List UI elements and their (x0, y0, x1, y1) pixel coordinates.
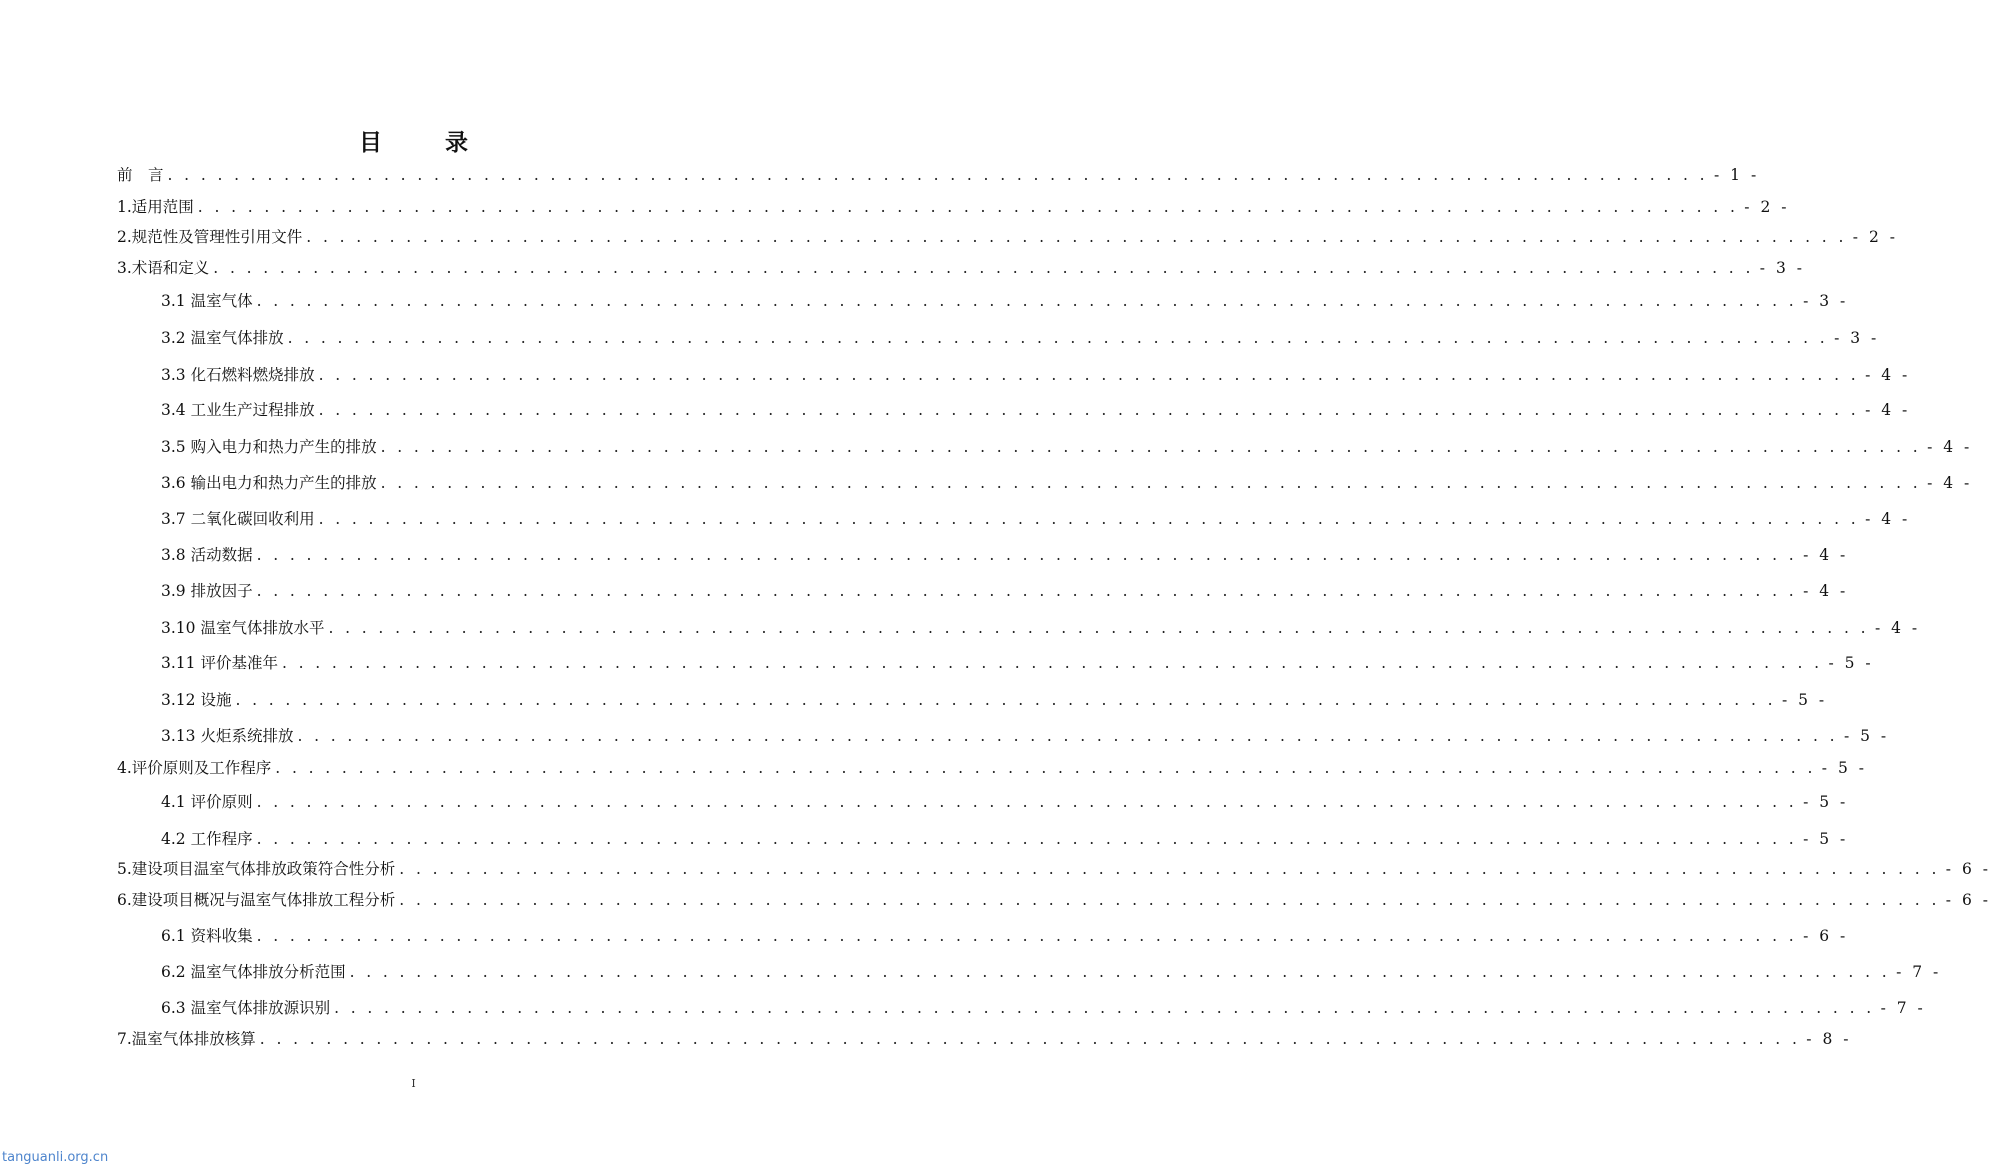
page-title: 目 录 (359, 129, 488, 156)
watermark: tanguanli.org.cn (2, 1150, 109, 1165)
toc-entry[interactable] (161, 652, 1874, 674)
toc-leader-dots: . . . . . . . . . . . . . . . . . . . . . . . . . . . . . . . . . . . . . . . . . . . . . . . . . . . . . . . . . . . . . . . . . . . . . . . . . . . . . . . . . . . . . . . . . . . . . (318, 510, 1860, 528)
toc-entry[interactable] (161, 791, 1849, 813)
toc-entry-label: 3.术语和定义 (117, 259, 210, 277)
toc-entry-page-number: - 5 - (1843, 727, 1890, 745)
toc-entry-label: 3.9 排放因子 (161, 582, 253, 600)
toc-leader-dots: . . . . . . . . . . . . . . . . . . . . . . . . . . . . . . . . . . . . . . . . . . . . . . . . . . . . . . . . . . . . . . . . . . . . . . . . . . . . . . . . . . . . . . . . . . . . . (259, 1030, 1801, 1048)
toc-entry[interactable] (117, 858, 1991, 880)
toc-leader-dots: . . . . . . . . . . . . . . . . . . . . . . . . . . . . . . . . . . . . . . . . . . . . . . . . . . . . . . . . . . . . . . . . . . . . . . . . . . . . . . . . . . . . . . . . . . . . . (328, 619, 1869, 637)
toc-leader-dots: . . . . . . . . . . . . . . . . . . . . . . . . . . . . . . . . . . . . . . . . . . . . . . . . . . . . . . . . . . . . . . . . . . . . . . . . . . . . . . . . . . . . . . . . . . . . . (197, 198, 1739, 216)
toc-entry-page-number: - 5 - (1821, 759, 1867, 777)
toc-entry-page-number: - 3 - (1803, 292, 1849, 310)
toc-entry[interactable] (161, 436, 1973, 458)
toc-leader-dots: . . . . . . . . . . . . . . . . . . . . . . . . . . . . . . . . . . . . . . . . . . . . . . . . . . . . . . . . . . . . . . . . . . . . . . . . . . . . . . . . . . . . . . . . . . . . . (318, 366, 1860, 384)
toc-leader-dots: . . . . . . . . . . . . . . . . . . . . . . . . . . . . . . . . . . . . . . . . . . . . . . . . . . . . . . . . . . . . . . . . . . . . . . . . . . . . . . . . . . . . . . . . . . . . . (256, 793, 1798, 811)
toc-entry-label: 4.1 评价原则 (161, 793, 253, 811)
toc-leader-dots: . . . . . . . . . . . . . . . . . . . . . . . . . . . . . . . . . . . . . . . . . . . . . . . . . . . . . . . . . . . . . . . . . . . . . . . . . . . . . . . . . . . . . . . . . . . . . (256, 292, 1798, 310)
toc-leader-dots: . . . . . . . . . . . . . . . . . . . . . . . . . . . . . . . . . . . . . . . . . . . . . . . . . . . . . . . . . . . . . . . . . . . . . . . . . . . . . . . . . . . . . . . . . . . . . (167, 166, 1709, 184)
toc-entry-page-number: - 4 - (1865, 366, 1911, 384)
toc-entry-page-number: - 2 - (1744, 198, 1790, 216)
toc-entry-label: 3.13 火炬系统排放 (161, 727, 294, 745)
toc-entry-page-number: - 6 - (1945, 891, 1991, 909)
toc-entry-label: 4.评价原则及工作程序 (117, 759, 272, 777)
toc-leader-dots: . . . . . . . . . . . . . . . . . . . . . . . . . . . . . . . . . . . . . . . . . . . . . . . . . . . . . . . . . . . . . . . . . . . . . . . . . . . . . . . . . . . . . . . . . . . . . (334, 999, 1875, 1017)
toc-entry[interactable] (161, 997, 1926, 1019)
toc-leader-dots: . . . . . . . . . . . . . . . . . . . . . . . . . . . . . . . . . . . . . . . . . . . . . . . . . . . . . . . . . . . . . . . . . . . . . . . . . . . . . . . . . . . . . . . . . . . . . (256, 927, 1798, 945)
toc-entry-label: 6.2 温室气体排放分析范围 (161, 963, 346, 981)
toc-leader-dots: . . . . . . . . . . . . . . . . . . . . . . . . . . . . . . . . . . . . . . . . . . . . . . . . . . . . . . . . . . . . . . . . . . . . . . . . . . . . . . . . . . . . . . . . . . . . . (306, 228, 1847, 246)
toc-entry-page-number: - 5 - (1803, 793, 1849, 811)
toc-entry-page-number: - 4 - (1874, 619, 1921, 637)
toc-entry-label: 前 言 (117, 166, 164, 184)
toc-entry-page-number: - 7 - (1880, 999, 1926, 1017)
toc-entry-page-number: - 7 - (1896, 963, 1942, 981)
toc-leader-dots: . . . . . . . . . . . . . . . . . . . . . . . . . . . . . . . . . . . . . . . . . . . . . . . . . . . . . . . . . . . . . . . . . . . . . . . . . . . . . . . . . . . . . . . . . . . . . (287, 329, 1829, 347)
toc-entry-page-number: - 8 - (1806, 1030, 1852, 1048)
toc-entry-page-number: - 4 - (1803, 546, 1849, 564)
toc-entry-page-number: - 4 - (1927, 438, 1973, 456)
toc-leader-dots: . . . . . . . . . . . . . . . . . . . . . . . . . . . . . . . . . . . . . . . . . . . . . . . . . . . . . . . . . . . . . . . . . . . . . . . . . . . . . . . . . . . . . . . . . . . . . (380, 438, 1922, 456)
toc-entry-label: 5.建设项目温室气体排放政策符合性分析 (117, 860, 396, 878)
toc-entry-page-number: - 2 - (1852, 228, 1898, 246)
toc-entry-label: 2.规范性及管理性引用文件 (117, 228, 303, 246)
toc-entry-label: 3.2 温室气体排放 (161, 329, 284, 347)
toc-entry-page-number: - 4 - (1865, 510, 1911, 528)
toc-entry[interactable] (161, 925, 1849, 947)
toc-entry-label: 1.适用范围 (117, 198, 194, 216)
toc-entry-label: 3.5 购入电力和热力产生的排放 (161, 438, 377, 456)
toc-leader-dots: . . . . . . . . . . . . . . . . . . . . . . . . . . . . . . . . . . . . . . . . . . . . . . . . . . . . . . . . . . . . . . . . . . . . . . . . . . . . . . . . . . . . . . . . . . . . . (399, 860, 1940, 878)
toc-entry-label: 3.11 评价基准年 (161, 654, 278, 672)
toc-leader-dots: . . . . . . . . . . . . . . . . . . . . . . . . . . . . . . . . . . . . . . . . . . . . . . . . . . . . . . . . . . . . . . . . . . . . . . . . . . . . . . . . . . . . . . . . . . . . . (256, 546, 1798, 564)
toc-entry-page-number: - 5 - (1781, 691, 1828, 709)
toc-entry-label: 6.1 资料收集 (161, 927, 253, 945)
toc-entry[interactable] (161, 327, 1880, 349)
toc-entry-page-number: - 4 - (1865, 401, 1911, 419)
toc-leader-dots: . . . . . . . . . . . . . . . . . . . . . . . . . . . . . . . . . . . . . . . . . . . . . . . . . . . . . . . . . . . . . . . . . . . . . . . . . . . . . . . . . . . . . . . . . . . . . (275, 759, 1816, 777)
toc-entry-page-number: - 5 - (1803, 830, 1849, 848)
toc-leader-dots: . . . . . . . . . . . . . . . . . . . . . . . . . . . . . . . . . . . . . . . . . . . . . . . . . . . . . . . . . . . . . . . . . . . . . . . . . . . . . . . . . . . . . . . . . . . . . (349, 963, 1891, 981)
toc-entry-label: 3.6 输出电力和热力产生的排放 (161, 474, 377, 492)
toc-leader-dots: . . . . . . . . . . . . . . . . . . . . . . . . . . . . . . . . . . . . . . . . . . . . . . . . . . . . . . . . . . . . . . . . . . . . . . . . . . . . . . . . . . . . . . . . . . . . . (213, 259, 1754, 277)
toc-entry[interactable] (161, 961, 1942, 983)
toc-entry[interactable] (117, 164, 1760, 186)
toc-leader-dots: . . . . . . . . . . . . . . . . . . . . . . . . . . . . . . . . . . . . . . . . . . . . . . . . . . . . . . . . . . . . . . . . . . . . . . . . . . . . . . . . . . . . . . . . . . . . . (235, 691, 1776, 709)
toc-entry-label: 3.10 温室气体排放水平 (161, 619, 325, 637)
toc-entry[interactable] (161, 364, 1911, 386)
toc-entry-page-number: - 4 - (1803, 582, 1849, 600)
toc-entry[interactable] (161, 828, 1849, 850)
toc-entry-label: 3.7 二氧化碳回收利用 (161, 510, 315, 528)
toc-entry-label: 3.1 温室气体 (161, 292, 253, 310)
toc-entry[interactable] (161, 580, 1849, 602)
toc-entry[interactable] (161, 544, 1849, 566)
toc-leader-dots: . . . . . . . . . . . . . . . . . . . . . . . . . . . . . . . . . . . . . . . . . . . . . . . . . . . . . . . . . . . . . . . . . . . . . . . . . . . . . . . . . . . . . . . . . . . . . (256, 830, 1798, 848)
toc-entry-page-number: - 1 - (1714, 166, 1760, 184)
toc-leader-dots: . . . . . . . . . . . . . . . . . . . . . . . . . . . . . . . . . . . . . . . . . . . . . . . . . . . . . . . . . . . . . . . . . . . . . . . . . . . . . . . . . . . . . . . . . . . . . (297, 727, 1838, 745)
toc-entry-page-number: - 3 - (1759, 259, 1805, 277)
toc-entry[interactable] (161, 508, 1911, 530)
toc-entry[interactable] (161, 290, 1849, 312)
toc-entry[interactable] (161, 399, 1911, 421)
toc-entry-page-number: - 6 - (1803, 927, 1849, 945)
toc-entry[interactable] (117, 257, 1805, 279)
toc-entry[interactable] (117, 226, 1898, 248)
toc-entry-label: 7.温室气体排放核算 (117, 1030, 256, 1048)
toc-leader-dots: . . . . . . . . . . . . . . . . . . . . . . . . . . . . . . . . . . . . . . . . . . . . . . . . . . . . . . . . . . . . . . . . . . . . . . . . . . . . . . . . . . . . . . . . . . . . . (256, 582, 1798, 600)
toc-entry[interactable] (117, 196, 1790, 218)
toc-entry-page-number: - 6 - (1945, 860, 1991, 878)
toc-entry[interactable] (161, 472, 1973, 494)
toc-entry[interactable] (161, 617, 1921, 639)
toc-entry-label: 3.8 活动数据 (161, 546, 253, 564)
toc-entry-page-number: - 5 - (1828, 654, 1874, 672)
toc-entry[interactable] (161, 725, 1890, 747)
toc-entry-page-number: - 3 - (1834, 329, 1880, 347)
toc-entry-page-number: - 4 - (1927, 474, 1973, 492)
toc-leader-dots: . . . . . . . . . . . . . . . . . . . . . . . . . . . . . . . . . . . . . . . . . . . . . . . . . . . . . . . . . . . . . . . . . . . . . . . . . . . . . . . . . . . . . . . . . . . . . (318, 401, 1860, 419)
toc-entry-label: 3.3 化石燃料燃烧排放 (161, 366, 315, 384)
toc-leader-dots: . . . . . . . . . . . . . . . . . . . . . . . . . . . . . . . . . . . . . . . . . . . . . . . . . . . . . . . . . . . . . . . . . . . . . . . . . . . . . . . . . . . . . . . . . . . . . (399, 891, 1940, 909)
toc-leader-dots: . . . . . . . . . . . . . . . . . . . . . . . . . . . . . . . . . . . . . . . . . . . . . . . . . . . . . . . . . . . . . . . . . . . . . . . . . . . . . . . . . . . . . . . . . . . . . (380, 474, 1922, 492)
toc-entry-label: 3.4 工业生产过程排放 (161, 401, 315, 419)
toc-entry[interactable] (117, 889, 1991, 911)
toc-entry-label: 4.2 工作程序 (161, 830, 253, 848)
toc-entry[interactable] (161, 689, 1828, 711)
footer-page-number: I (411, 1077, 416, 1090)
toc-entry-label: 3.12 设施 (161, 691, 232, 709)
toc-leader-dots: . . . . . . . . . . . . . . . . . . . . . . . . . . . . . . . . . . . . . . . . . . . . . . . . . . . . . . . . . . . . . . . . . . . . . . . . . . . . . . . . . . . . . . . . . . . . . (281, 654, 1823, 672)
toc-entry-label: 6.3 温室气体排放源识别 (161, 999, 331, 1017)
toc-entry-label: 6.建设项目概况与温室气体排放工程分析 (117, 891, 396, 909)
toc-entry[interactable] (117, 757, 1867, 779)
toc-entry[interactable] (117, 1028, 1852, 1050)
